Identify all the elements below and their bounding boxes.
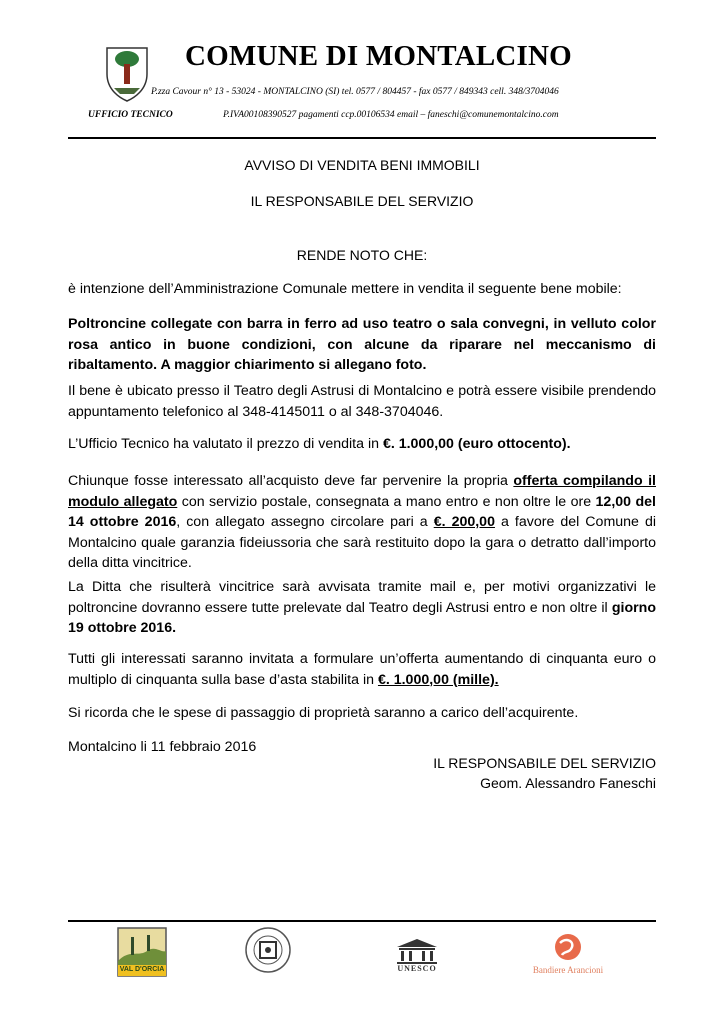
offer-paragraph [68,471,656,574]
offer-deposit: €. 200,00 [433,514,495,530]
offer-text-3: , con allegato assegno circolare pari a [176,514,434,530]
signature-role: IL RESPONSABILE DEL SERVIZIO [433,755,656,771]
offer-form-link: offerta compilando il modulo allegato [68,473,656,510]
val-dorcia-label: VAL D'ORCIA [119,966,165,973]
offer-deadline: 12,00 del 14 ottobre 2016 [68,493,656,530]
offer-text-2: con servizio postale, consegnata a mano entro e non oltre le ore [177,493,596,510]
header-contacts: P.IVA00108390527 pagamenti ccp.00106534 email – faneschi@comunemontalcino.com [223,110,559,120]
pickup-deadline: giorno 19 ottobre 2016. [68,599,656,636]
val-dorcia-logo [117,927,167,977]
winner-paragraph [68,577,656,639]
coat-of-arms-logo [104,44,150,102]
intro-paragraph: è intenzione dell’Amministrazione Comunale mettere in vendita il seguente bene mobile: [68,281,622,297]
costs-paragraph: Si ricorda che le spese di passaggio di proprietà saranno a carico dell’acquirente. [68,705,579,721]
offer-text-1: Chiunque fosse interessato all’acquisto deve far pervenire la propria [68,473,514,489]
price-paragraph [68,434,656,455]
base-price: €. 1.000,00 (mille). [377,671,499,688]
price-value: €. 1.000,00 (euro ottocento). [382,436,571,452]
header-divider [68,137,656,139]
signature-name: Geom. Alessandro Faneschi [480,775,656,791]
bid-paragraph [68,649,656,690]
bid-text: Tutti gli interessati saranno invitata a formulare un’offerta aumentando di cinquanta euro o multiplo di cinquanta sulla base d’asta stabilita in [68,651,656,688]
world-heritage-logo [244,926,292,974]
office-name: UFFICIO TECNICO [88,110,173,120]
location-paragraph: Il bene è ubicato presso il Teatro degli Astrusi di Montalcino e potrà essere visibile prendendo appuntamento telefonico al 348-4145011 o al 348-3704046. [68,383,656,420]
bandiere-arancioni-logo [526,931,610,979]
price-text: L’Ufficio Tecnico ha valutato il prezzo di vendita in [68,436,383,452]
item-description: Poltroncine collegate con barra in ferro ad uso teatro o sala convegni, in velluto color rosa antico in buone condizioni, con alcune da riparare nel meccanismo di ribaltamento. A maggior chiarimento si allegano foto. [68,316,656,373]
signature-block [433,753,656,793]
footer-divider [68,920,656,922]
announce-heading: RENDE NOTO CHE: [296,247,428,263]
winner-text: La Ditta che risulterà vincitrice sarà avvisata tramite mail e, per motivi organizzativi le poltroncine dovranno essere tutte prelevate dal Teatro degli Astrusi entro e non oltre il [68,579,656,616]
municipality-title: COMUNE DI MONTALCINO [185,40,572,72]
bandiere-arancioni-label: Bandiere Arancioni [532,965,604,975]
manager-heading: IL RESPONSABILE DEL SERVIZIO [250,193,474,209]
unesco-label: UNESCO [397,964,437,973]
unesco-logo [393,937,441,973]
date-place: Montalcino li 11 febbraio 2016 [68,739,257,755]
notice-heading: AVVISO DI VENDITA BENI IMMOBILI [244,157,480,173]
header-address: P.zza Cavour n° 13 - 53024 - MONTALCINO (SI) tel. 0577 / 804457 - fax 0577 / 849343 cell. 348/3704046 [151,87,559,97]
offer-text-4: a favore del Comune di Montalcino quale garanzia fideiussoria che sarà restituito dopo la gara o detratto dall’importo della ditta vincitrice. [68,514,656,571]
